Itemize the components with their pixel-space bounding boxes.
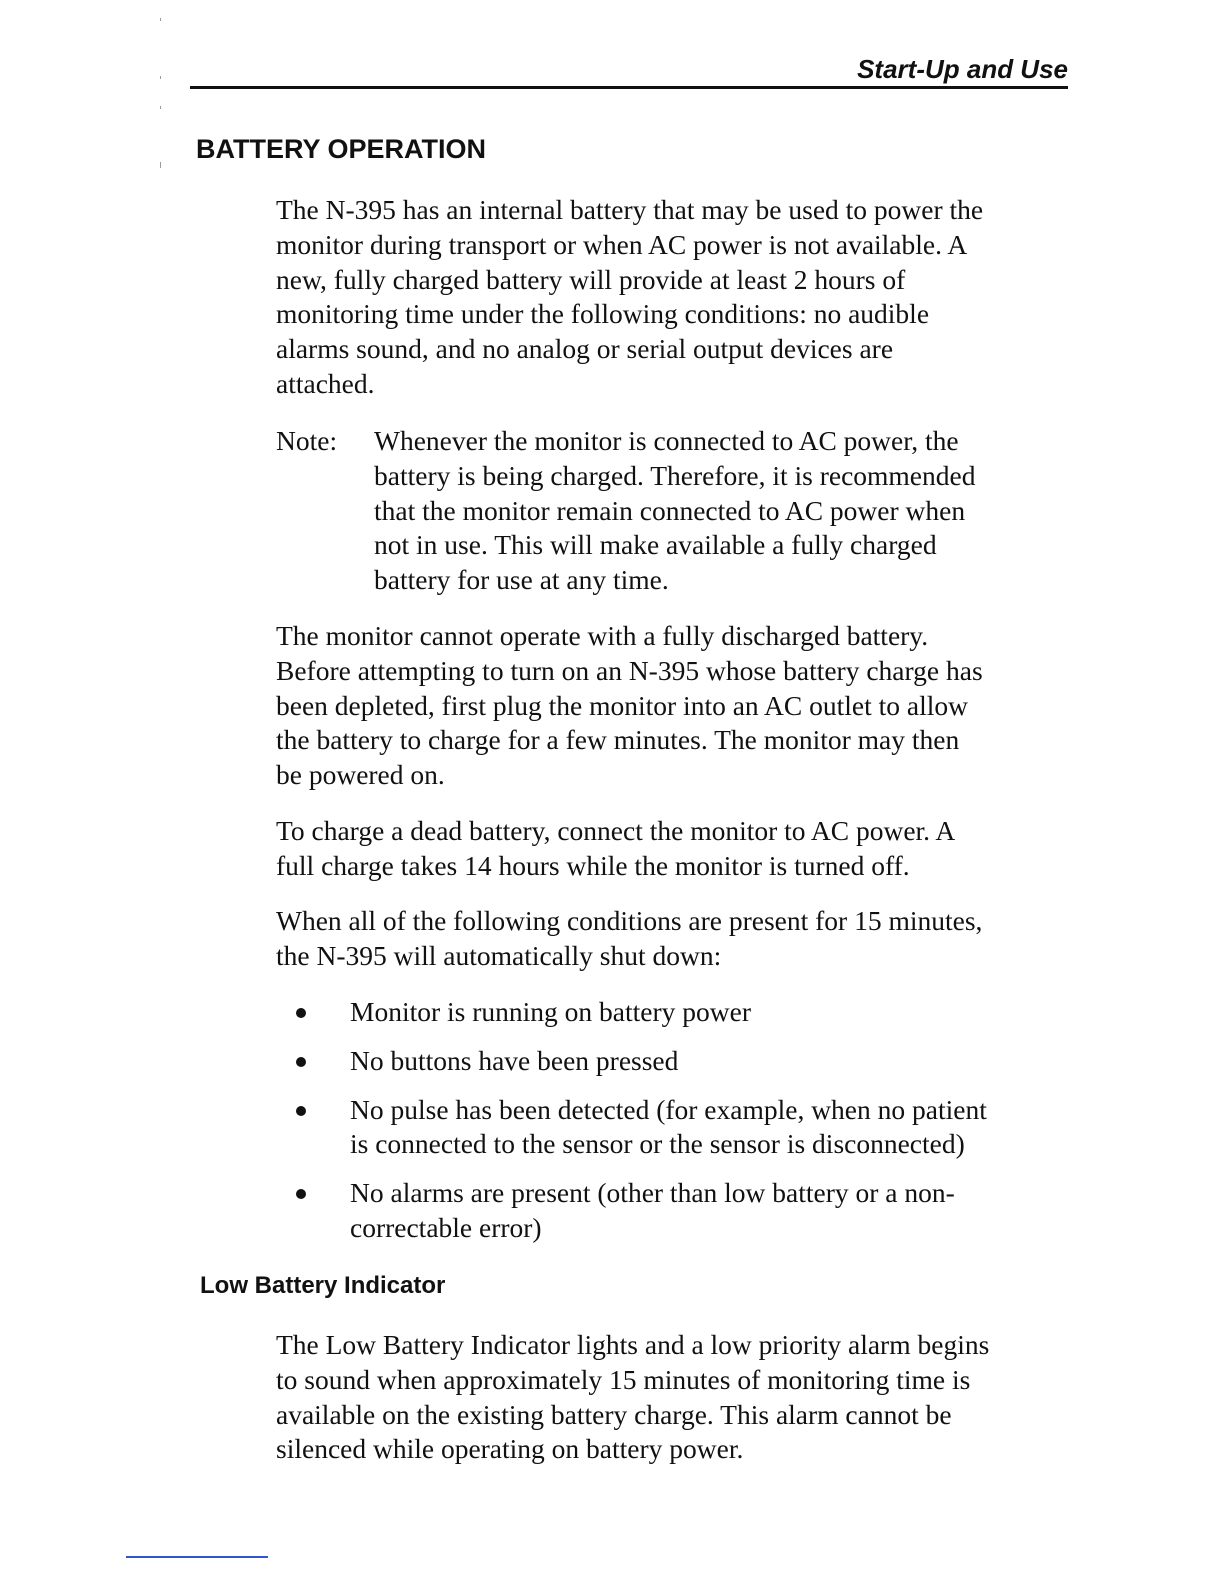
header-rule: [190, 86, 1068, 89]
section-heading: BATTERY OPERATION: [196, 134, 487, 164]
low-battery-line: available on the existing battery charge. This alarm cannot be: [276, 1398, 952, 1430]
discharged-line: The monitor cannot operate with a fully discharged battery.: [276, 620, 929, 651]
note-line: battery is being charged. Therefore, it is recommended: [374, 459, 976, 491]
low-battery-line: silenced while operating on battery power.: [276, 1433, 744, 1465]
note-body: [374, 424, 1074, 598]
bullet-icon: [296, 1106, 306, 1116]
note-line: not in use. This will make available a fully charged: [374, 529, 937, 561]
condition-line: Monitor is running on battery power: [350, 996, 751, 1027]
low-battery-line: to sound when approximately 15 minutes of monitoring time is: [276, 1363, 971, 1395]
condition-line: is connected to the sensor or the sensor is disconnected): [350, 1128, 965, 1160]
discharged-line: be powered on.: [276, 759, 445, 791]
list-item: [276, 1176, 1076, 1246]
running-header: Start-Up and Use: [857, 54, 1068, 84]
intro-line: The N-395 has an internal battery that may be used to power the: [276, 194, 984, 225]
list-item: [276, 1093, 1076, 1163]
note-label: Note:: [276, 425, 338, 456]
discharged-line: the battery to charge for a few minutes. The monitor may then: [276, 724, 960, 756]
note-line: Whenever the monitor is connected to AC power, the: [374, 425, 959, 456]
bullet-icon: [296, 1057, 306, 1067]
note-line: battery for use at any time.: [374, 564, 669, 596]
note-line: that the monitor remain connected to AC power when: [374, 494, 966, 526]
condition-line: No pulse has been detected (for example, when no patient: [350, 1093, 987, 1125]
discharged-line: been depleted, first plug the monitor into an AC outlet to allow: [276, 689, 968, 721]
intro-line: alarms sound, and no analog or serial output devices are: [276, 333, 894, 365]
list-item: [276, 1044, 1076, 1079]
margin-mark: [160, 76, 161, 79]
list-item: [276, 995, 1076, 1030]
charge-paragraph: [276, 814, 1076, 884]
low-battery-paragraph: [276, 1328, 1076, 1467]
discharged-line: Before attempting to turn on an N-395 whose battery charge has: [276, 654, 983, 686]
low-battery-line: The Low Battery Indicator lights and a low priority alarm begins: [276, 1329, 990, 1360]
condition-line: correctable error): [350, 1211, 542, 1243]
intro-line: new, fully charged battery will provide at least 2 hours of: [276, 263, 906, 295]
shutdown-paragraph: [276, 904, 1076, 974]
intro-line: monitor during transport or when AC power is not available. A: [276, 228, 968, 260]
shutdown-line: the N-395 will automatically shut down:: [276, 939, 722, 971]
intro-paragraph: [276, 193, 1076, 402]
margin-mark: [160, 18, 161, 21]
footer-rule: [126, 1556, 268, 1558]
intro-line: attached.: [276, 367, 375, 399]
condition-line: No alarms are present (other than low battery or a non-: [350, 1177, 955, 1209]
charge-line: To charge a dead battery, connect the monitor to AC power. A: [276, 815, 956, 846]
intro-line: monitoring time under the following conditions: no audible: [276, 298, 930, 330]
bullet-icon: [296, 1008, 306, 1018]
subsection-heading: Low Battery Indicator: [200, 1272, 446, 1299]
margin-mark: [160, 106, 161, 109]
charge-line: full charge takes 14 hours while the monitor is turned off.: [276, 849, 910, 881]
condition-line: No buttons have been pressed: [350, 1044, 679, 1076]
shutdown-conditions-list: [276, 995, 1076, 1260]
shutdown-line: When all of the following conditions are present for 15 minutes,: [276, 905, 983, 936]
margin-mark: [160, 162, 161, 168]
bullet-icon: [296, 1189, 306, 1199]
discharged-paragraph: [276, 619, 1076, 793]
